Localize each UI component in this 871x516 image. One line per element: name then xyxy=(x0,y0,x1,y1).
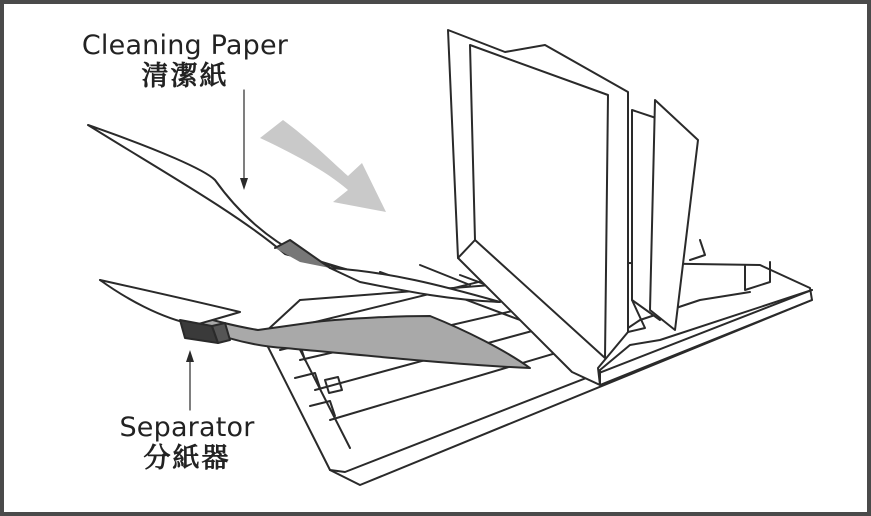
separator-label-zh: 分紙器 xyxy=(143,443,231,475)
cleaning-paper-label xyxy=(75,30,295,92)
cleaning-paper-label-zh: 清潔紙 xyxy=(141,61,229,93)
insert-direction-arrow-icon xyxy=(260,120,386,212)
cleaning-paper-label-en: Cleaning Paper xyxy=(81,30,289,61)
pointer-cleaning-paper xyxy=(240,90,248,190)
separator-label-en: Separator xyxy=(119,412,255,443)
separator-label xyxy=(112,412,262,474)
pointer-separator xyxy=(186,350,194,410)
